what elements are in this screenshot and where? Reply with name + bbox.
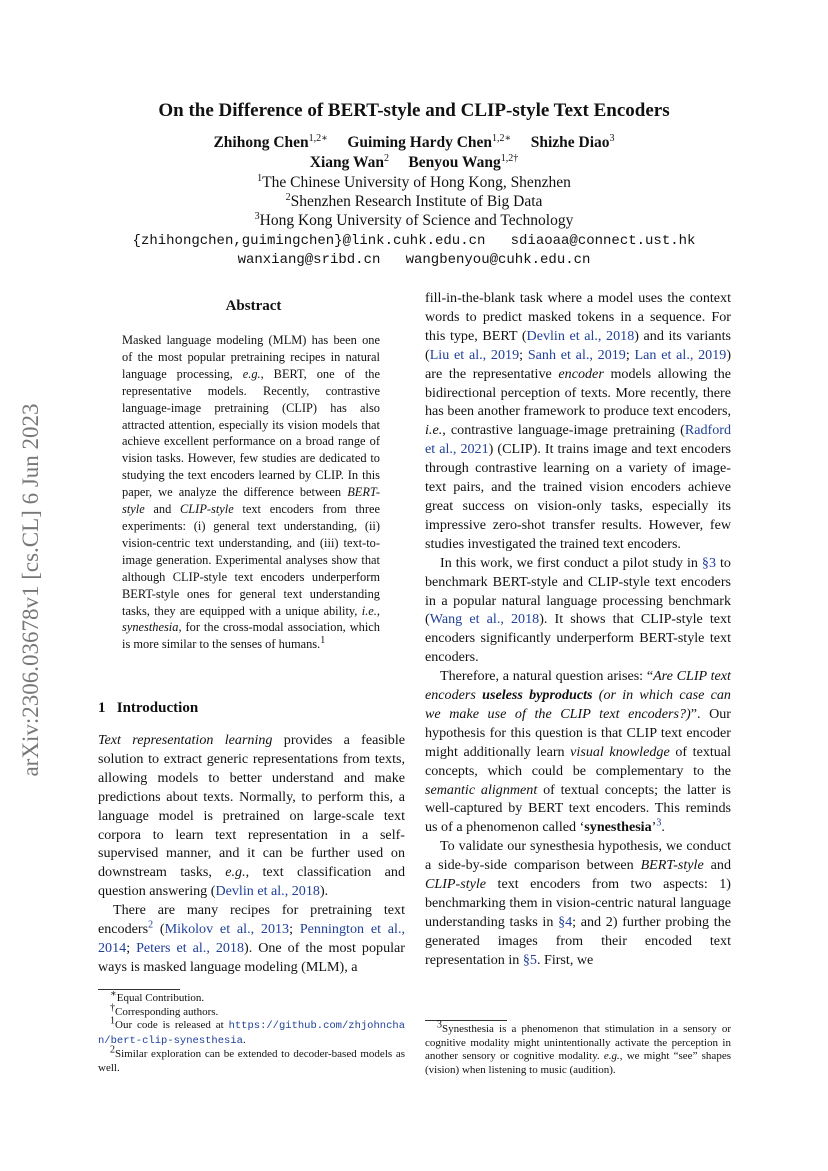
text: models allowing the bidirectional perception of texts. More recently, there has been another framework to produce text encoders, xyxy=(425,365,732,420)
text: ”. Our hypothesis for this question is that CLIP text encoder might additionally learn xyxy=(425,705,731,760)
text: ). One of the most popular ways is masked language modeling (MLM), a xyxy=(98,939,405,975)
text: ; and 2) further probing the generated images from their encoded text representation in xyxy=(425,913,731,968)
affil-name: The Chinese University of Hong Kong, Shenzhen xyxy=(262,174,571,191)
footnote-text: Similar exploration can be extended to decoder-based models as well. xyxy=(98,1048,405,1074)
text: ; xyxy=(519,346,528,363)
footnote-text: Synesthesia is a phenomenon that stimulation in a sensory or cognitive modality might unintentionally activate the perception in another sensory or cognitive modality. xyxy=(425,1023,731,1063)
abstract-body xyxy=(122,332,380,653)
citation-link[interactable]: Devlin et al., 2018 xyxy=(526,327,635,344)
footnote xyxy=(425,1019,731,1077)
citation-link[interactable]: Radford et al., 2021 xyxy=(425,422,731,458)
section-link[interactable]: §3 xyxy=(701,554,717,571)
footnote xyxy=(98,988,405,1006)
arxiv-identifier: arXiv:2306.03678v1 [cs.CL] 6 Jun 2023 xyxy=(18,403,43,777)
arxiv-sidebar xyxy=(14,400,48,780)
footnote-mark: 1 xyxy=(110,1015,115,1027)
right-column-body xyxy=(425,289,731,970)
text: ). It shows that CLIP-style text encoders significantly underperform BERT-style text encoders. xyxy=(425,611,731,666)
paragraph xyxy=(425,667,731,837)
footnote xyxy=(98,1001,405,1020)
text: and xyxy=(703,857,731,874)
citation-link[interactable]: Wang et al., 2018 xyxy=(429,611,540,628)
affiliation xyxy=(0,212,828,230)
footnote-text: Our code is released at xyxy=(115,1019,229,1032)
text: ; xyxy=(126,939,137,956)
text: Are CLIP text encoders xyxy=(425,668,731,704)
paragraph xyxy=(425,837,731,969)
author-affil-mark: 3 xyxy=(609,132,615,144)
text: , contrastive language-image pretraining ( xyxy=(442,422,685,439)
text: BERT-style xyxy=(640,857,704,874)
text: ’ xyxy=(651,819,657,836)
abstract-text: i.e. xyxy=(361,603,377,618)
text: to benchmark BERT-style and CLIP-style text encoders in a popular natural language processing benchmark ( xyxy=(425,554,731,628)
abstract-text: , xyxy=(376,603,380,618)
abstract-text: text encoders from three experiments: (i) general text understanding, (ii) vision-centric text understanding, and (iii) text-to-image generation. Experimental analyses show that although CLIP-style text encoders underperform BERT-style ones for general text understanding tasks, they are equipped with a unique ability, xyxy=(122,502,380,618)
footnote-mark[interactable]: 1 xyxy=(320,635,326,647)
text: Therefore, a natural question arises: “ xyxy=(440,668,654,685)
text: of textual concepts; the latter is well-captured by BERT text encoders. This reminds us of a phenomenon called ‘ xyxy=(425,781,731,836)
citation-link[interactable]: Pennington et al., 2014 xyxy=(98,921,406,956)
abstract-text: and xyxy=(144,502,181,517)
section-link[interactable]: §5 xyxy=(522,951,537,968)
section-heading-introduction: 1 Introduction xyxy=(98,700,199,716)
email-line-1[interactable]: {zhihongchen,guimingchen}@link.cuhk.edu.cn sdiaoaa@connect.ust.hk xyxy=(132,233,696,249)
text: visual knowledge xyxy=(570,743,670,760)
footnote-text: e.g. xyxy=(603,1050,620,1063)
author-affil-mark: 1,2† xyxy=(500,152,519,164)
abstract-text: BERT-style xyxy=(122,485,380,517)
text: . First, we xyxy=(536,951,594,968)
citation-link[interactable]: Lan et al., 2019 xyxy=(634,346,727,363)
affiliation xyxy=(0,193,828,211)
text: , text classification and question answering ( xyxy=(98,864,405,900)
section-link[interactable]: §4 xyxy=(558,913,573,930)
text: of textual concepts, which could be complementary to the xyxy=(425,743,732,779)
text: ) and its variants ( xyxy=(425,327,731,363)
code-url-link[interactable]: https://github.com/zhjohnchan/bert-clip-synesthesia xyxy=(98,1020,405,1047)
text: ( xyxy=(153,921,165,938)
author-name: Guiming Hardy Chen xyxy=(347,134,493,151)
email-line-2[interactable]: wanxiang@sribd.cn wangbenyou@cuhk.edu.cn xyxy=(237,252,591,268)
abstract-text: , BERT, one of the representative models. Recently, contrastive language-image pretraining (CLIP) has also attracted attention, especially its vision models that achieve excellent performance on a broad range of vision tasks. However, few studies are dedicated to studying the text encoders learned by CLIP. In this paper, we analyze the difference between xyxy=(122,366,380,500)
text: text encoders from two aspects: 1) benchmarking them in vision-centric natural language understanding tasks in xyxy=(425,876,731,930)
text: useless byproducts xyxy=(482,687,593,704)
citation-link[interactable]: Devlin et al., 2018 xyxy=(215,883,320,900)
abstract-heading: Abstract xyxy=(225,298,282,314)
citation-link[interactable]: Peters et al., 2018 xyxy=(136,939,245,956)
text: ; xyxy=(625,346,635,363)
affil-name: Shenzhen Research Institute of Big Data xyxy=(290,193,543,210)
text: ; xyxy=(289,921,300,938)
author-affil-mark: 1,2∗ xyxy=(492,132,512,144)
text: (or in which case can we make use of the CLIP text encoders?) xyxy=(425,687,731,722)
text: semantic alignment xyxy=(425,781,538,798)
text: fill-in-the-blank task where a model uses the context words to predict masked tokens in a sequence. For this type, BERT ( xyxy=(425,290,731,344)
author-affil-mark: 1,2∗ xyxy=(308,132,328,144)
text: In this work, we first conduct a pilot study in xyxy=(440,554,702,571)
footnote-text: , we might “see” shapes (vision) when listening to music (audition). xyxy=(425,1050,731,1076)
author-name: Benyou Wang xyxy=(408,154,501,171)
footnotes-right xyxy=(425,1020,731,1077)
text: provides a feasible solution to extract generic representations from texts, allowing models to better understand and make predictions about texts. Normally, to perform this, a language model is pretrained on large-scale text corpora to learn text representation in a self-supervised manner, and it can be further used on downstream tasks, xyxy=(98,732,405,881)
text: e.g. xyxy=(225,864,246,881)
abstract-text: Masked language modeling (MLM) has been one of the most popular pretraining recipes in natural language processing, xyxy=(122,333,380,381)
text: ) are the representative xyxy=(425,346,732,382)
paragraph xyxy=(98,731,405,901)
footnote-mark: 2 xyxy=(110,1044,115,1056)
footnote-text: . xyxy=(242,1033,246,1046)
author-name: Zhihong Chen xyxy=(213,134,309,151)
footnote xyxy=(98,1015,405,1048)
text: . xyxy=(661,819,665,836)
footnotes-left xyxy=(98,989,405,1076)
text: ) (CLIP). It trains image and text encoders through contrastive learning on a variety of image-text pairs, and the trained vision encoders achieve great success on vision-only tasks, especially its impressive zero-shot transfer results. However, few studies investigated the trained text encoders. xyxy=(425,441,731,552)
footnote-mark: ∗ xyxy=(110,988,117,1000)
affil-mark: 2 xyxy=(285,191,291,203)
footnote-mark[interactable]: 2 xyxy=(148,919,154,931)
text: encoder xyxy=(558,365,604,382)
author-name: Xiang Wan xyxy=(309,154,385,171)
footnote-text: Equal Contribution. xyxy=(116,992,205,1004)
paragraph xyxy=(425,289,731,554)
text: i.e. xyxy=(425,422,443,439)
author-line-1 xyxy=(0,134,828,152)
left-column-body xyxy=(98,731,405,977)
citation-link[interactable]: Liu et al., 2019 xyxy=(429,346,520,363)
author-affil-mark: 2 xyxy=(384,152,390,164)
citation-link[interactable]: Mikolov et al., 2013 xyxy=(164,921,290,938)
text: ). xyxy=(319,883,329,900)
text: To validate our synesthesia hypothesis, we conduct a side-by-side comparison between xyxy=(425,838,731,874)
affil-mark: 3 xyxy=(254,210,260,222)
text: CLIP-style xyxy=(425,876,487,893)
paper-title: On the Difference of BERT-style and CLIP-style Text Encoders xyxy=(158,100,670,121)
affiliation xyxy=(0,174,828,192)
footnote xyxy=(98,1044,405,1075)
paragraph xyxy=(425,554,731,667)
citation-link[interactable]: Sanh et al., 2019 xyxy=(527,346,626,363)
footnote-mark: † xyxy=(110,1001,115,1013)
abstract-text: , for the cross-modal association, which is more similar to the senses of humans. xyxy=(122,620,380,652)
affil-name: Hong Kong University of Science and Technology xyxy=(259,212,574,229)
author-name: Shizhe Diao xyxy=(530,134,610,151)
abstract-text: e.g. xyxy=(242,366,261,381)
footnote-mark[interactable]: 3 xyxy=(656,817,662,829)
abstract-text: CLIP-style xyxy=(180,502,234,517)
affil-mark: 1 xyxy=(257,172,263,184)
footnote-mark: 3 xyxy=(437,1019,442,1031)
author-line-2 xyxy=(0,154,828,172)
paragraph xyxy=(98,901,405,977)
abstract-text: synesthesia xyxy=(122,620,179,635)
text: There are many recipes for pretraining text encoders xyxy=(98,902,405,938)
text: synesthesia xyxy=(584,819,652,836)
text: Text representation learning xyxy=(98,732,273,748)
footnote-text: Corresponding authors. xyxy=(115,1005,219,1018)
